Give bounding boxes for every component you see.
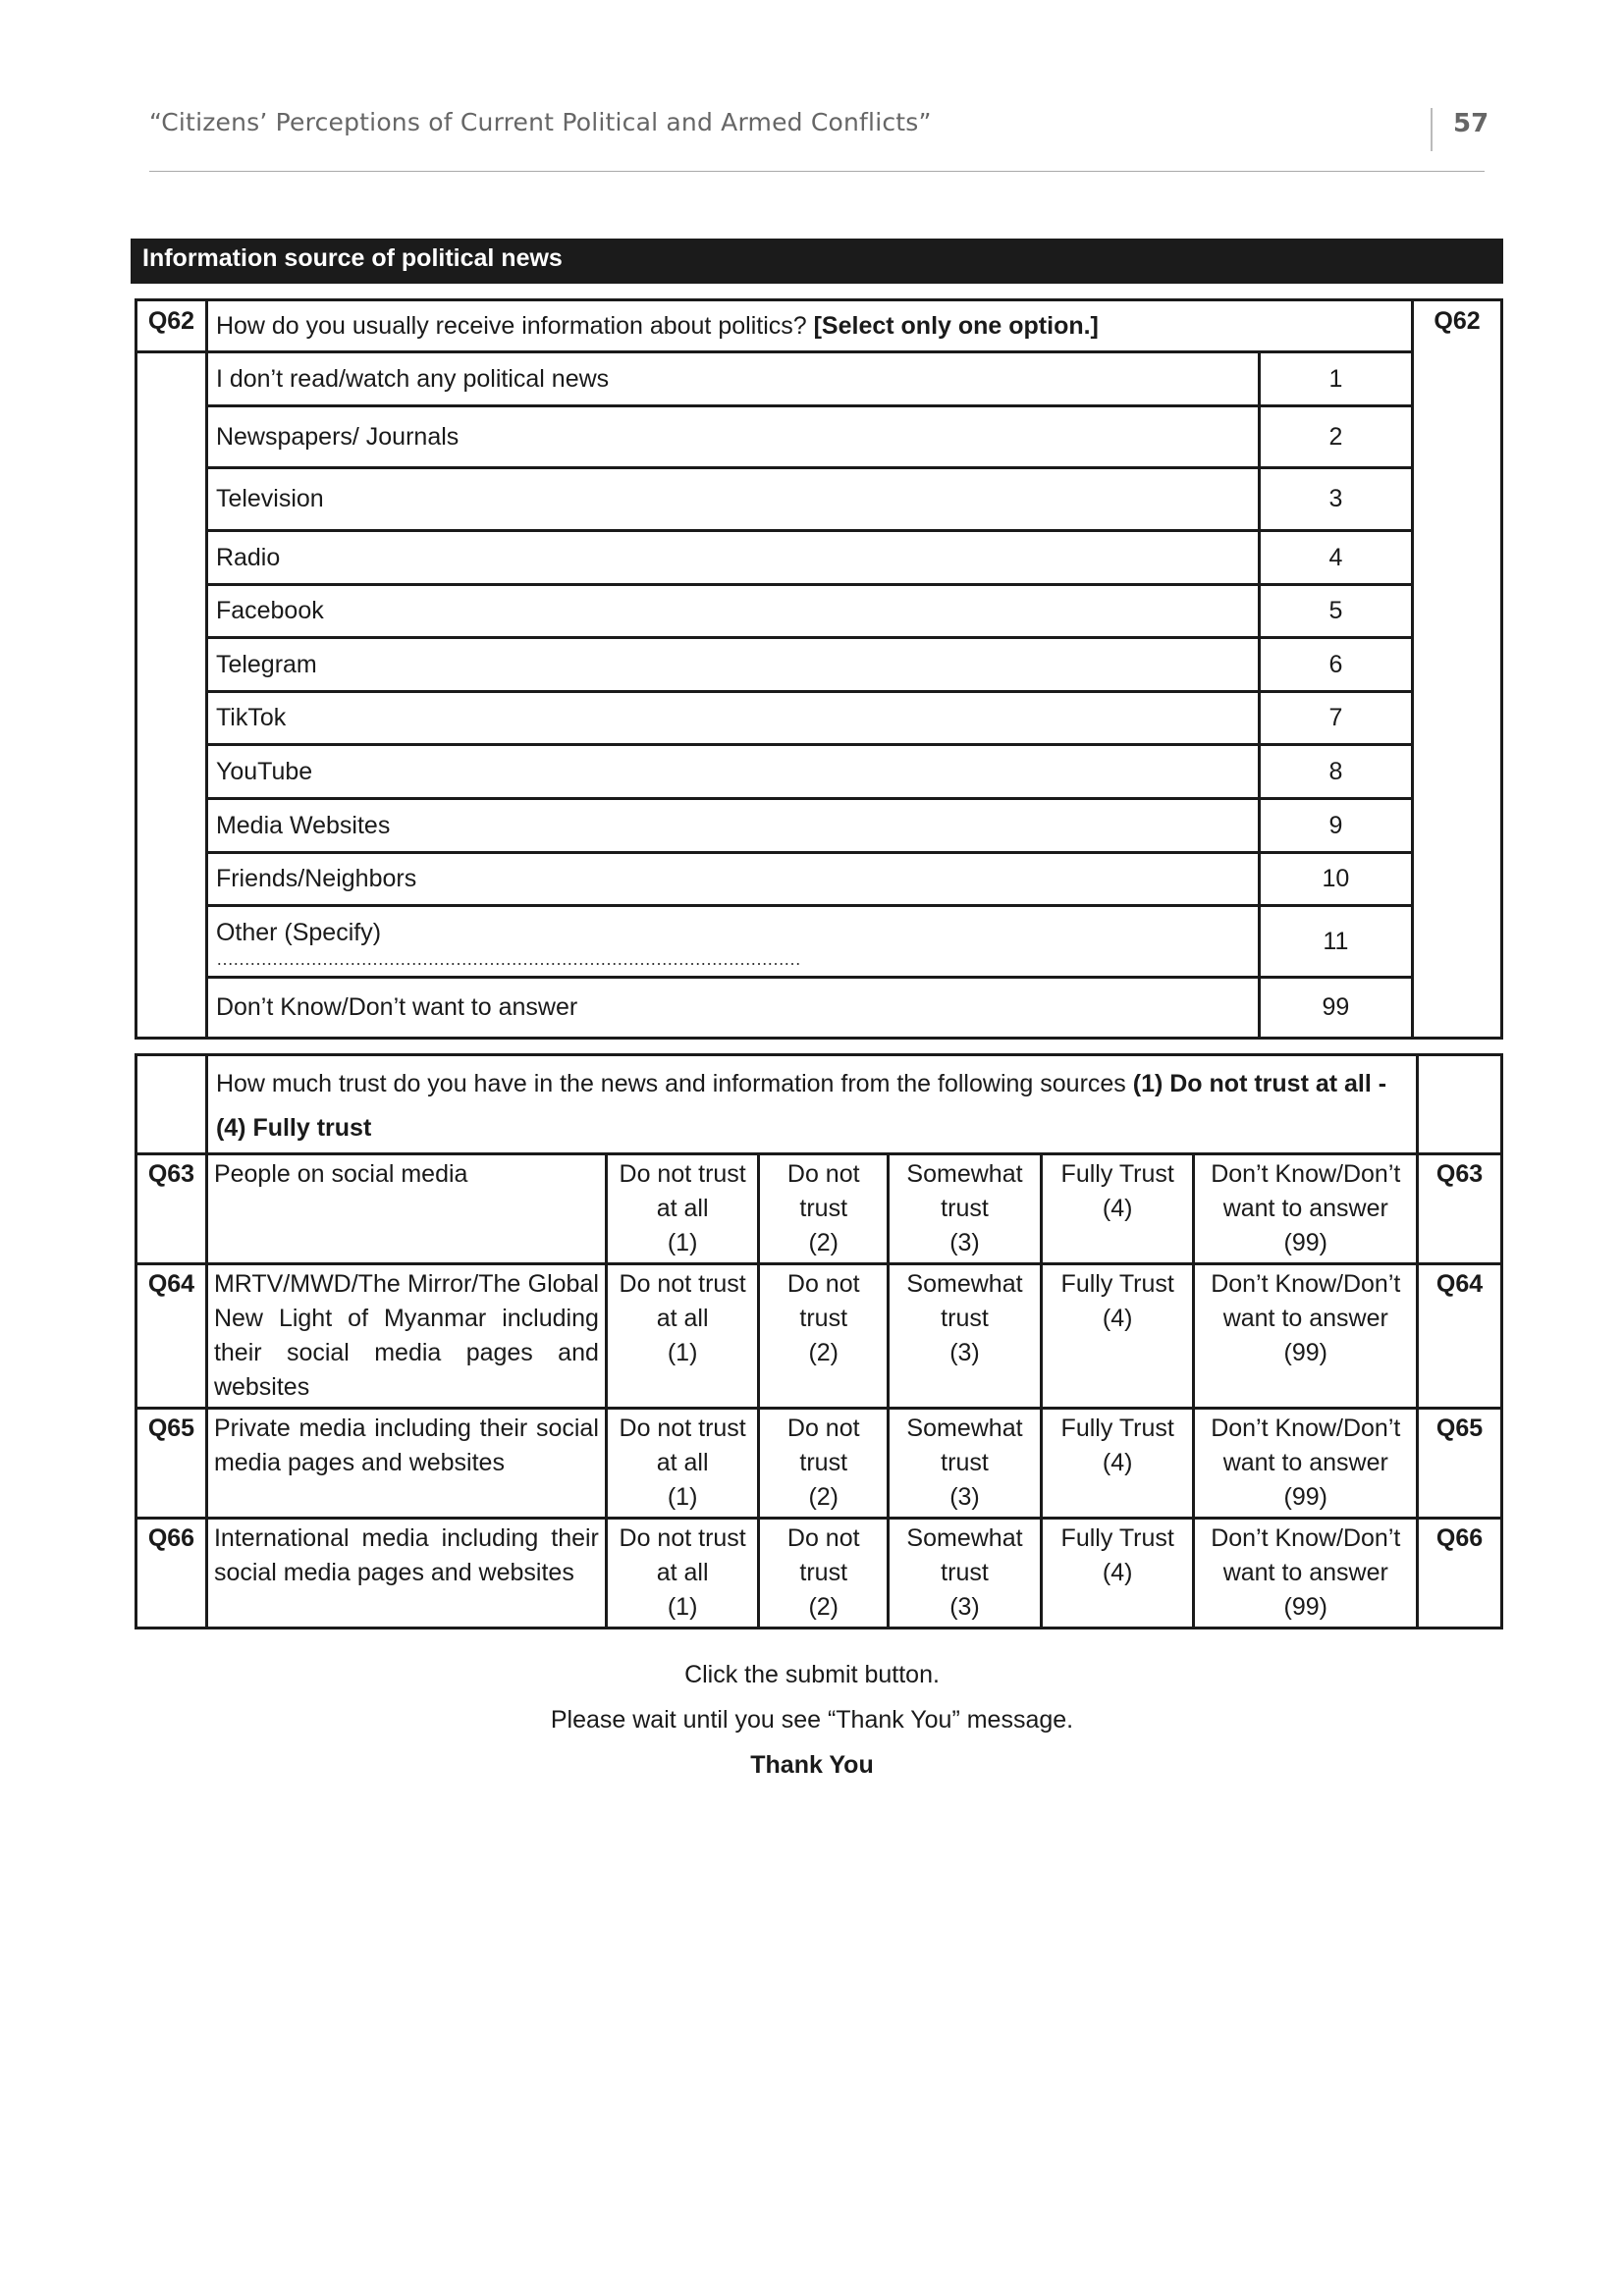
question-number-right: Q66 <box>1418 1519 1502 1629</box>
page-header <box>149 96 1489 173</box>
option-label: Radio <box>206 531 1259 585</box>
option-label: YouTube <box>206 745 1259 799</box>
response-4: Fully Trust (4) <box>1041 1409 1194 1519</box>
table-row <box>136 1519 1502 1629</box>
specify-blank: …………………………………………………………………………………………… <box>215 948 800 969</box>
question-number-right: Q65 <box>1418 1409 1502 1519</box>
blank-cell <box>1418 1055 1502 1154</box>
option-label: Media Websites <box>206 799 1259 853</box>
indent-cell <box>136 352 207 1039</box>
page-number: 57 <box>1453 109 1489 138</box>
trust-table <box>135 1053 1503 1629</box>
header-rule <box>149 171 1485 172</box>
source-label: People on social media <box>206 1154 606 1264</box>
response-3: Somewhat trust (3) <box>889 1154 1042 1264</box>
response-2: Do not trust (2) <box>759 1519 889 1629</box>
response-1: Do not trust at all (1) <box>606 1409 759 1519</box>
trust-prompt: How much trust do you have in the news and information from the following sources <box>215 1070 1133 1097</box>
response-3: Somewhat trust (3) <box>889 1519 1042 1629</box>
option-code: 5 <box>1259 585 1412 638</box>
response-3: Somewhat trust (3) <box>889 1264 1042 1409</box>
option-code: 11 <box>1259 906 1412 978</box>
option-code: 99 <box>1259 978 1412 1039</box>
question-number-right: Q63 <box>1418 1154 1502 1264</box>
section-banner <box>131 239 1503 284</box>
response-4: Fully Trust (4) <box>1041 1519 1194 1629</box>
header-divider <box>1431 108 1433 151</box>
question-text <box>206 300 1412 352</box>
response-99: Don’t Know/Don’t want to answer (99) <box>1194 1264 1418 1409</box>
response-1: Do not trust at all (1) <box>606 1154 759 1264</box>
question-number: Q62 <box>136 300 207 352</box>
option-code: 1 <box>1259 352 1412 406</box>
option-code: 9 <box>1259 799 1412 853</box>
question-number: Q65 <box>136 1409 207 1519</box>
question-prompt: How do you usually receive information about politics? <box>215 311 814 340</box>
blank-cell <box>136 1055 207 1154</box>
table-row <box>136 1409 1502 1519</box>
option-label: Television <box>206 468 1259 531</box>
response-99: Don’t Know/Don’t want to answer (99) <box>1194 1154 1418 1264</box>
question-number: Q66 <box>136 1519 207 1629</box>
response-2: Do not trust (2) <box>759 1154 889 1264</box>
option-label: Don’t Know/Don’t want to answer <box>206 978 1259 1039</box>
q62-table <box>135 298 1503 1040</box>
thank-you-text: Thank You <box>750 1751 874 1779</box>
option-label: Newspapers/ Journals <box>206 406 1259 468</box>
response-99: Don’t Know/Don’t want to answer (99) <box>1194 1519 1418 1629</box>
response-99: Don’t Know/Don’t want to answer (99) <box>1194 1409 1418 1519</box>
trust-scale: (1) Do not trust at all - (4) Fully trust <box>215 1070 1387 1142</box>
wait-instruction: Please wait until you see “Thank You” message. <box>550 1706 1074 1734</box>
question-number-right: Q64 <box>1418 1264 1502 1409</box>
option-code: 2 <box>1259 406 1412 468</box>
option-label: TikTok <box>206 692 1259 745</box>
response-2: Do not trust (2) <box>759 1409 889 1519</box>
question-number: Q64 <box>136 1264 207 1409</box>
option-label-other <box>206 906 1259 978</box>
response-1: Do not trust at all (1) <box>606 1264 759 1409</box>
option-label: Facebook <box>206 585 1259 638</box>
table-row <box>136 1264 1502 1409</box>
option-code: 8 <box>1259 745 1412 799</box>
response-1: Do not trust at all (1) <box>606 1519 759 1629</box>
option-code: 3 <box>1259 468 1412 531</box>
option-code: 6 <box>1259 638 1412 692</box>
option-label: Friends/Neighbors <box>206 853 1259 906</box>
question-instruction: [Select only one option.] <box>813 311 1099 340</box>
source-label: MRTV/MWD/The Mirror/The Global New Light of Myanmar including their social media pages and websites <box>206 1264 606 1409</box>
question-number-right: Q62 <box>1413 300 1502 1039</box>
response-2: Do not trust (2) <box>759 1264 889 1409</box>
response-4: Fully Trust (4) <box>1041 1154 1194 1264</box>
response-4: Fully Trust (4) <box>1041 1264 1194 1409</box>
footer-instructions <box>0 1652 1624 1788</box>
option-code: 7 <box>1259 692 1412 745</box>
option-code: 10 <box>1259 853 1412 906</box>
source-label: Private media including their social media pages and websites <box>206 1409 606 1519</box>
question-number: Q63 <box>136 1154 207 1264</box>
submit-instruction: Click the submit button. <box>684 1661 940 1688</box>
section-title: Information source of political news <box>142 244 563 272</box>
option-label: I don’t read/watch any political news <box>206 352 1259 406</box>
source-label: International media including their social media pages and websites <box>206 1519 606 1629</box>
document-title: “Citizens’ Perceptions of Current Political and Armed Conflicts” <box>149 108 932 136</box>
trust-question <box>206 1055 1417 1154</box>
option-label: Other (Specify) <box>215 918 382 946</box>
option-code: 4 <box>1259 531 1412 585</box>
table-row <box>136 1154 1502 1264</box>
response-3: Somewhat trust (3) <box>889 1409 1042 1519</box>
option-label: Telegram <box>206 638 1259 692</box>
